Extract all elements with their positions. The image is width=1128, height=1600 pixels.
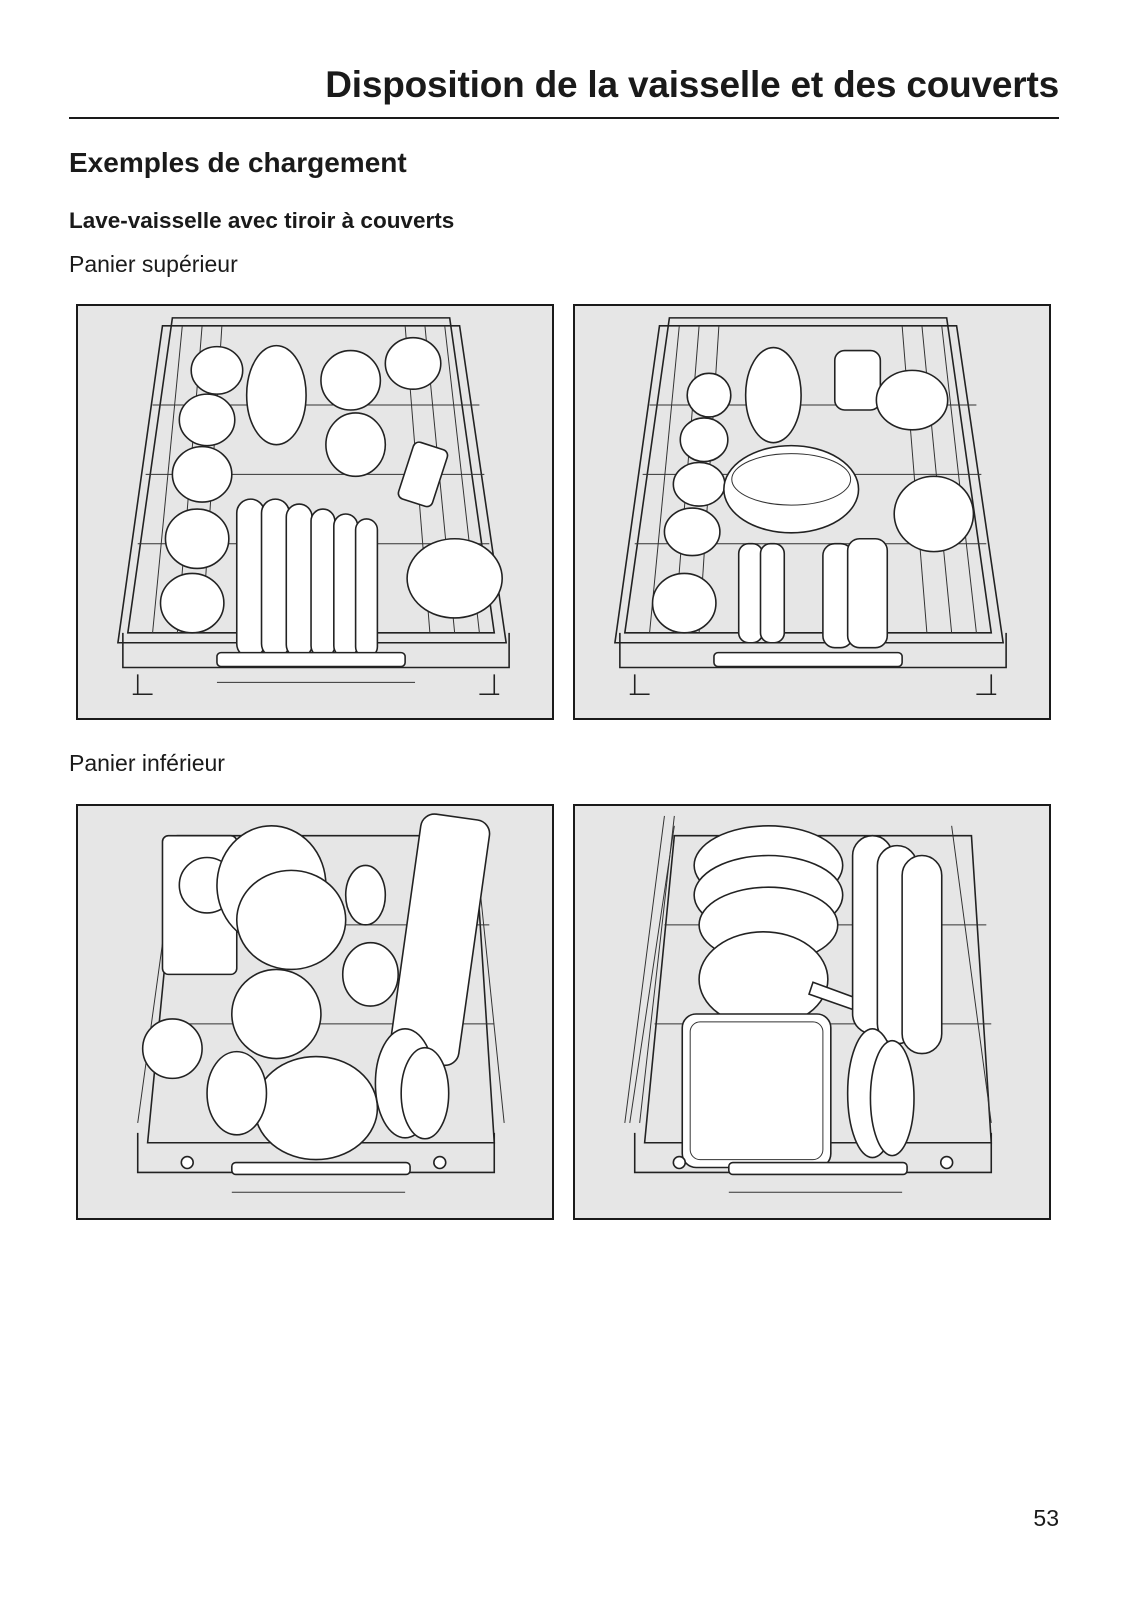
lower-basket-illustration-1 bbox=[76, 804, 554, 1220]
page-number: 53 bbox=[1033, 1505, 1059, 1531]
page-header-title: Disposition de la vaisselle et des couverts bbox=[325, 64, 1059, 105]
lower-basket-drawing-2 bbox=[575, 806, 1049, 1218]
lower-basket-label: Panier inférieur bbox=[69, 750, 225, 776]
header-divider bbox=[69, 117, 1059, 119]
upper-basket-illustration-2 bbox=[573, 304, 1051, 720]
section-title: Exemples de chargement bbox=[69, 147, 407, 178]
lower-basket-illustration-2 bbox=[573, 804, 1051, 1220]
upper-basket-drawing-1 bbox=[78, 306, 552, 718]
subsection-title: Lave-vaisselle avec tiroir à couverts bbox=[69, 208, 455, 233]
upper-basket-label: Panier supérieur bbox=[69, 251, 238, 277]
upper-basket-illustration-1 bbox=[76, 304, 554, 720]
upper-basket-drawing-2 bbox=[575, 306, 1049, 718]
lower-basket-drawing-1 bbox=[78, 806, 552, 1218]
